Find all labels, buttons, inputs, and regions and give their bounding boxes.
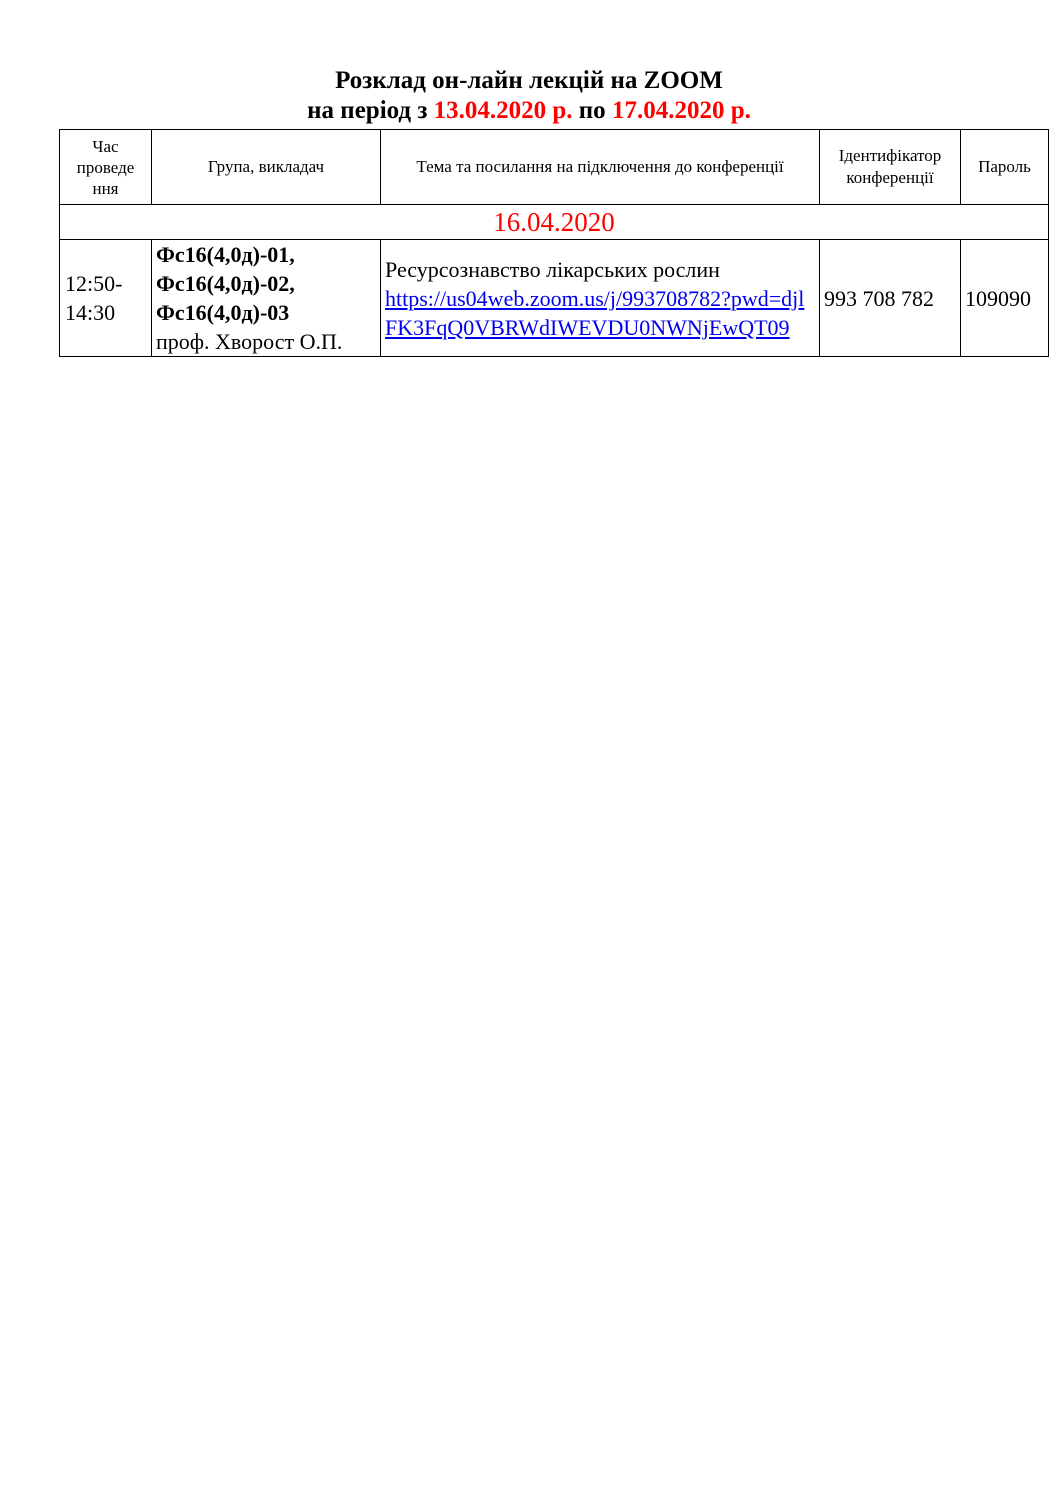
group-name-3: Фс16(4,0д)-03	[156, 300, 290, 325]
zoom-link[interactable]: https://us04web.zoom.us/j/993708782?pwd=djlFK3FqQ0VBRWdIWEVDU0NWNjEwQT09	[385, 285, 805, 340]
period-middle: по	[572, 97, 612, 124]
table-row	[60, 240, 1049, 357]
header-topic: Тема та посилання на підключення до конференції	[381, 130, 820, 205]
header-time: Час проведе ння	[60, 130, 152, 205]
lecturer-name: проф. Хворост О.П.	[156, 329, 343, 354]
topic-title: Ресурсознавство лікарських рослин	[385, 256, 720, 282]
time-cell: 12:50- 14:30	[60, 240, 152, 357]
header-group: Група, викладач	[152, 130, 381, 205]
header-row	[60, 130, 1049, 205]
date-row	[60, 205, 1049, 240]
group-cell	[152, 240, 381, 357]
period-prefix: на період з	[307, 97, 434, 124]
conference-id-cell: 993 708 782	[820, 240, 961, 357]
group-name-1: Фс16(4,0д)-01,	[156, 242, 295, 267]
topic-cell	[381, 240, 820, 357]
date-label: 16.04.2020	[60, 205, 1049, 240]
period-date-from: 13.04.2020 р.	[433, 97, 573, 124]
period-date-to: 17.04.2020 р.	[611, 97, 751, 124]
header-conference-id: Ідентифікатор конференції	[820, 130, 961, 205]
group-name-2: Фс16(4,0д)-02,	[156, 271, 295, 296]
header-password: Пароль	[961, 130, 1049, 205]
schedule-table	[59, 129, 1049, 357]
page-title: Розклад он-лайн лекцій на ZOOM	[335, 67, 723, 94]
page-subtitle-period	[0, 96, 1058, 126]
password-cell: 109090	[961, 240, 1049, 357]
